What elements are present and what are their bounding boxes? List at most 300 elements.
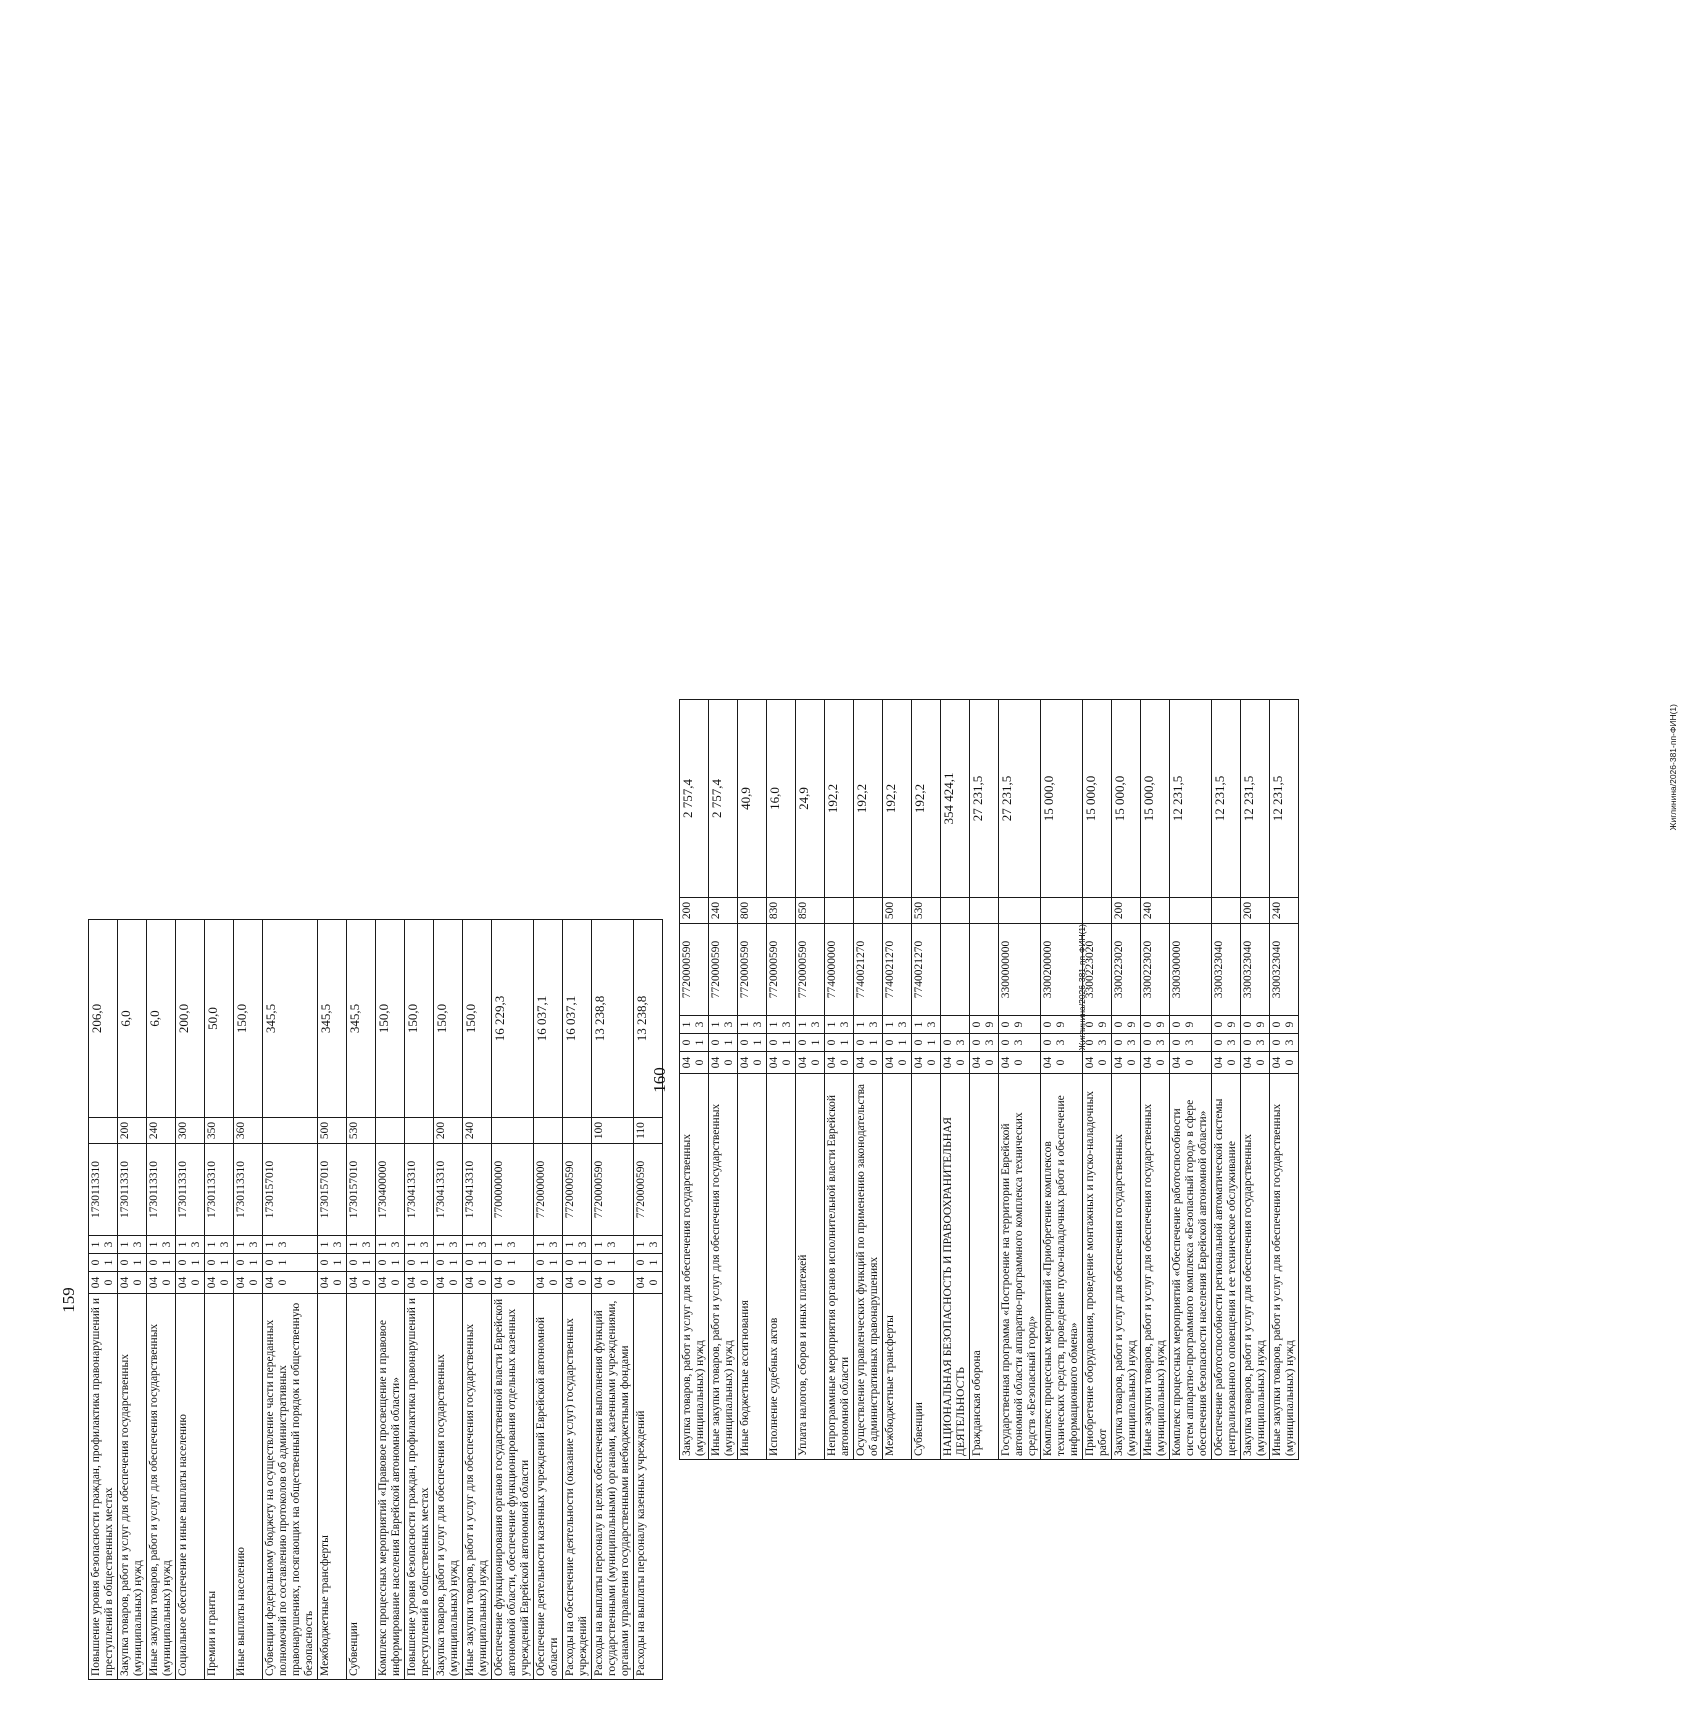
subsection-code-cell: 13 (796, 1016, 825, 1034)
table-row (1141, 700, 1170, 1460)
expense-name-cell: Закупка товаров, работ и услуг для обеспечения государственных (муниципальных) нужд (1112, 1074, 1141, 1460)
table-row (263, 920, 318, 1680)
table-row (347, 920, 376, 1680)
amount-cell: 15 000,0 (1041, 700, 1083, 898)
section-code-cell: 03 (1141, 1034, 1170, 1052)
expense-type-code-cell (534, 1118, 563, 1144)
section-code-cell: 01 (854, 1034, 883, 1052)
table-row (912, 700, 941, 1460)
amount-cell: 24,9 (796, 700, 825, 898)
table-row (592, 920, 634, 1680)
admin-code-cell: 040 (592, 1272, 634, 1294)
expense-type-code-cell (1083, 898, 1112, 924)
table-row (434, 920, 463, 1680)
target-item-code-cell (941, 924, 970, 1016)
admin-code-cell: 040 (376, 1272, 405, 1294)
table-row (534, 920, 563, 1680)
expense-type-code-cell: 200 (1241, 898, 1270, 924)
amount-cell: 13 238,8 (634, 920, 663, 1118)
subsection-code-cell: 13 (912, 1016, 941, 1034)
expense-name-cell: Иные закупки товаров, работ и услуг для обеспечения государственных (муниципальных) нужд (709, 1074, 738, 1460)
subsection-code-cell: 13 (738, 1016, 767, 1034)
expense-type-code-cell (1170, 898, 1212, 924)
page-number: 160 (650, 1067, 669, 1093)
admin-code-cell: 040 (709, 1052, 738, 1074)
subsection-code-cell: 09 (1141, 1016, 1170, 1034)
table-row (205, 920, 234, 1680)
target-item-code-cell: 1730113310 (234, 1144, 263, 1236)
target-item-code-cell: 7720000590 (767, 924, 796, 1016)
amount-cell: 150,0 (376, 920, 405, 1118)
target-item-code-cell: 1730113310 (205, 1144, 234, 1236)
subsection-code-cell: 13 (89, 1236, 118, 1254)
expense-name-cell: Иные закупки товаров, работ и услуг для обеспечения государственных (муниципальных) нужд (147, 1294, 176, 1680)
admin-code-cell: 040 (999, 1052, 1041, 1074)
subsection-code-cell: 13 (434, 1236, 463, 1254)
section-code-cell: 03 (1041, 1034, 1083, 1052)
section-code-cell: 01 (463, 1254, 492, 1272)
section-code-cell: 01 (825, 1034, 854, 1052)
target-item-code-cell: 1730113310 (176, 1144, 205, 1236)
admin-code-cell: 040 (118, 1272, 147, 1294)
subsection-code-cell: 13 (680, 1016, 709, 1034)
amount-cell: 27 231,5 (970, 700, 999, 898)
amount-cell: 206,0 (89, 920, 118, 1118)
subsection-code-cell: 09 (1212, 1016, 1241, 1034)
table-row (825, 700, 854, 1460)
amount-cell: 16 037,1 (563, 920, 592, 1118)
admin-code-cell: 040 (347, 1272, 376, 1294)
expense-type-code-cell (492, 1118, 534, 1144)
target-item-code-cell: 7720000590 (680, 924, 709, 1016)
admin-code-cell: 040 (1112, 1052, 1141, 1074)
amount-cell: 50,0 (205, 920, 234, 1118)
expense-name-cell: Обеспечение функционирования органов государственной власти Еврейской автономной области, обеспечение функционирования отдельных казенных учреждений Еврейской автономной области (492, 1294, 534, 1680)
target-item-code-cell: 3300223020 (1083, 924, 1112, 1016)
admin-code-cell: 040 (405, 1272, 434, 1294)
expense-type-code-cell: 300 (176, 1118, 205, 1144)
expense-type-code-cell (563, 1118, 592, 1144)
subsection-code-cell: 09 (999, 1016, 1041, 1034)
target-item-code-cell: 1730113310 (89, 1144, 118, 1236)
section-code-cell: 01 (796, 1034, 825, 1052)
section-code-cell: 01 (534, 1254, 563, 1272)
expense-type-code-cell: 240 (1270, 898, 1299, 924)
expense-type-code-cell: 800 (738, 898, 767, 924)
amount-cell: 2 757,4 (709, 700, 738, 898)
expense-name-cell: Уплата налогов, сборов и иных платежей (796, 1074, 825, 1460)
expense-type-code-cell (405, 1118, 434, 1144)
subsection-code-cell: 09 (970, 1016, 999, 1034)
table-row (1083, 700, 1112, 1460)
amount-cell: 150,0 (234, 920, 263, 1118)
admin-code-cell: 040 (1041, 1052, 1083, 1074)
section-code-cell: 01 (405, 1254, 434, 1272)
target-item-code-cell: 7720000590 (709, 924, 738, 1016)
expense-name-cell: Гражданская оборона (970, 1074, 999, 1460)
target-item-code-cell: 3300000000 (999, 924, 1041, 1016)
amount-cell: 345,5 (347, 920, 376, 1118)
section-code-cell: 03 (1083, 1034, 1112, 1052)
admin-code-cell: 040 (434, 1272, 463, 1294)
amount-cell: 192,2 (883, 700, 912, 898)
subsection-code-cell: 13 (463, 1236, 492, 1254)
admin-code-cell: 040 (854, 1052, 883, 1074)
admin-code-cell: 040 (534, 1272, 563, 1294)
target-item-code-cell: 7720000590 (634, 1144, 663, 1236)
target-item-code-cell: 3300323040 (1212, 924, 1241, 1016)
section-code-cell: 01 (912, 1034, 941, 1052)
section-code-cell: 01 (376, 1254, 405, 1272)
target-item-code-cell: 3300200000 (1041, 924, 1083, 1016)
target-item-code-cell: 1730400000 (376, 1144, 405, 1236)
target-item-code-cell: 1730113310 (118, 1144, 147, 1236)
expense-type-code-cell: 200 (118, 1118, 147, 1144)
section-code-cell: 01 (89, 1254, 118, 1272)
section-code-cell: 01 (563, 1254, 592, 1272)
target-item-code-cell: 3300323040 (1241, 924, 1270, 1016)
subsection-code-cell: 13 (176, 1236, 205, 1254)
section-code-cell: 01 (176, 1254, 205, 1272)
target-item-code-cell: 1730413310 (434, 1144, 463, 1236)
table-row (1112, 700, 1141, 1460)
amount-cell: 15 000,0 (1141, 700, 1170, 898)
subsection-code-cell: 13 (492, 1236, 534, 1254)
expense-type-code-cell: 200 (1112, 898, 1141, 924)
amount-cell: 12 231,5 (1170, 700, 1212, 898)
target-item-code-cell: 7740000000 (825, 924, 854, 1016)
table-row (376, 920, 405, 1680)
section-code-cell: 01 (434, 1254, 463, 1272)
target-item-code-cell: 7720000590 (563, 1144, 592, 1236)
table-row (999, 700, 1041, 1460)
target-item-code-cell: 3300323040 (1270, 924, 1299, 1016)
admin-code-cell: 040 (563, 1272, 592, 1294)
amount-cell: 16,0 (767, 700, 796, 898)
admin-code-cell: 040 (1212, 1052, 1241, 1074)
amount-cell: 6,0 (118, 920, 147, 1118)
admin-code-cell: 040 (1241, 1052, 1270, 1074)
expense-name-cell: Повышение уровня безопасности граждан, профилактика правонарушений и преступлений в общественных местах (405, 1294, 434, 1680)
admin-code-cell: 040 (89, 1272, 118, 1294)
subsection-code-cell: 13 (883, 1016, 912, 1034)
expense-type-code-cell: 110 (634, 1118, 663, 1144)
amount-cell: 192,2 (854, 700, 883, 898)
expense-name-cell: Приобретение оборудования, проведение монтажных и пуско-наладочных работ (1083, 1074, 1112, 1460)
expense-name-cell: НАЦИОНАЛЬНАЯ БЕЗОПАСНОСТЬ И ПРАВООХРАНИТЕЛЬНАЯ ДЕЯТЕЛЬНОСТЬ (941, 1074, 970, 1460)
amount-cell: 12 231,5 (1241, 700, 1270, 898)
subsection-code-cell: 09 (1241, 1016, 1270, 1034)
table-row (405, 920, 434, 1680)
expense-name-cell: Комплекс процессных мероприятий «Правовое просвещение и правовое информирование населения Еврейской автономной области» (376, 1294, 405, 1680)
expense-type-code-cell (263, 1118, 318, 1144)
section-code-cell: 01 (234, 1254, 263, 1272)
subsection-code-cell: 09 (1041, 1016, 1083, 1034)
expense-type-code-cell: 530 (347, 1118, 376, 1144)
expense-name-cell: Межбюджетные трансферты (318, 1294, 347, 1680)
subsection-code-cell: 09 (1083, 1016, 1112, 1034)
expense-type-code-cell: 240 (1141, 898, 1170, 924)
section-code-cell: 01 (680, 1034, 709, 1052)
target-item-code-cell: 1730413310 (463, 1144, 492, 1236)
expense-name-cell: Премии и гранты (205, 1294, 234, 1680)
table-row (563, 920, 592, 1680)
admin-code-cell: 040 (492, 1272, 534, 1294)
target-item-code-cell: 1730413310 (405, 1144, 434, 1236)
expense-type-code-cell: 360 (234, 1118, 263, 1144)
expense-type-code-cell: 200 (680, 898, 709, 924)
table-row (709, 700, 738, 1460)
expense-name-cell: Субвенции (912, 1074, 941, 1460)
target-item-code-cell: 7740021270 (883, 924, 912, 1016)
subsection-code-cell: 13 (118, 1236, 147, 1254)
target-item-code-cell: 7720000590 (796, 924, 825, 1016)
amount-cell: 12 231,5 (1270, 700, 1299, 898)
admin-code-cell: 040 (1083, 1052, 1112, 1074)
target-item-code-cell (970, 924, 999, 1016)
subsection-code-cell: 13 (634, 1236, 663, 1254)
subsection-code-cell: 09 (1170, 1016, 1212, 1034)
subsection-code-cell: 13 (234, 1236, 263, 1254)
subsection-code-cell: 13 (205, 1236, 234, 1254)
amount-cell: 16 229,3 (492, 920, 534, 1118)
admin-code-cell: 040 (941, 1052, 970, 1074)
expense-name-cell: Обеспечение деятельности казенных учреждений Еврейской автономной области (534, 1294, 563, 1680)
section-code-cell: 03 (999, 1034, 1041, 1052)
admin-code-cell: 040 (234, 1272, 263, 1294)
expense-name-cell: Государственная программа «Построение на территории Еврейской автономной области аппаратно-программного комплекса технических средств «Безопасный город» (999, 1074, 1041, 1460)
table-row (767, 700, 796, 1460)
admin-code-cell: 040 (796, 1052, 825, 1074)
target-item-code-cell: 1730157010 (318, 1144, 347, 1236)
target-item-code-cell: 7740021270 (912, 924, 941, 1016)
target-item-code-cell: 3300223020 (1141, 924, 1170, 1016)
table-row (680, 700, 709, 1460)
expense-name-cell: Закупка товаров, работ и услуг для обеспечения государственных (муниципальных) нужд (1241, 1074, 1270, 1460)
expense-type-code-cell: 850 (796, 898, 825, 924)
amount-cell: 15 000,0 (1083, 700, 1112, 898)
section-code-cell: 01 (634, 1254, 663, 1272)
expense-name-cell: Межбюджетные трансферты (883, 1074, 912, 1460)
table-row (941, 700, 970, 1460)
amount-cell: 192,2 (825, 700, 854, 898)
document-footer: Жиглинина/2026-381-пп-ФИН(1) (1668, 704, 1678, 831)
amount-cell: 16 037,1 (534, 920, 563, 1118)
subsection-code-cell: 13 (592, 1236, 634, 1254)
section-code-cell: 01 (738, 1034, 767, 1052)
amount-cell: 345,5 (263, 920, 318, 1118)
section-code-cell: 03 (970, 1034, 999, 1052)
amount-cell: 12 231,5 (1212, 700, 1241, 898)
section-code-cell: 03 (1170, 1034, 1212, 1052)
table-row (854, 700, 883, 1460)
target-item-code-cell: 7720000590 (592, 1144, 634, 1236)
amount-cell: 354 424,1 (941, 700, 970, 898)
admin-code-cell: 040 (738, 1052, 767, 1074)
target-item-code-cell: 3300300000 (1170, 924, 1212, 1016)
admin-code-cell: 040 (883, 1052, 912, 1074)
expense-name-cell: Закупка товаров, работ и услуг для обеспечения государственных (муниципальных) нужд (118, 1294, 147, 1680)
subsection-code-cell: 13 (825, 1016, 854, 1034)
admin-code-cell: 040 (205, 1272, 234, 1294)
page-160 (645, 700, 1685, 1460)
expense-type-code-cell: 350 (205, 1118, 234, 1144)
target-item-code-cell: 7720000590 (738, 924, 767, 1016)
table-row (492, 920, 534, 1680)
expense-type-code-cell: 500 (318, 1118, 347, 1144)
expense-type-code-cell (376, 1118, 405, 1144)
table-row (1041, 700, 1083, 1460)
budget-table (88, 919, 663, 1680)
subsection-code-cell: 13 (318, 1236, 347, 1254)
target-item-code-cell: 7700000000 (492, 1144, 534, 1236)
target-item-code-cell: 1730157010 (347, 1144, 376, 1236)
expense-name-cell: Расходы на выплаты персоналу казенных учреждений (634, 1294, 663, 1680)
admin-code-cell: 040 (176, 1272, 205, 1294)
section-code-cell: 01 (883, 1034, 912, 1052)
amount-cell: 200,0 (176, 920, 205, 1118)
section-code-cell: 01 (347, 1254, 376, 1272)
section-code-cell: 03 (941, 1034, 970, 1052)
subsection-code-cell: 09 (1270, 1016, 1299, 1034)
section-code-cell: 01 (318, 1254, 347, 1272)
admin-code-cell: 040 (263, 1272, 318, 1294)
subsection-code-cell: 13 (534, 1236, 563, 1254)
table-row (738, 700, 767, 1460)
subsection-code-cell: 13 (347, 1236, 376, 1254)
expense-name-cell: Повышение уровня безопасности граждан, профилактика правонарушений и преступлений в общественных местах (89, 1294, 118, 1680)
section-code-cell: 01 (147, 1254, 176, 1272)
expense-type-code-cell: 100 (592, 1118, 634, 1144)
expense-type-code-cell: 240 (463, 1118, 492, 1144)
subsection-code-cell (941, 1016, 970, 1034)
admin-code-cell: 040 (970, 1052, 999, 1074)
table-row (1241, 700, 1270, 1460)
table-row (234, 920, 263, 1680)
expense-type-code-cell (825, 898, 854, 924)
table-row (147, 920, 176, 1680)
expense-name-cell: Иные выплаты населению (234, 1294, 263, 1680)
expense-type-code-cell: 240 (147, 1118, 176, 1144)
subsection-code-cell: 13 (854, 1016, 883, 1034)
expense-type-code-cell: 530 (912, 898, 941, 924)
amount-cell: 150,0 (434, 920, 463, 1118)
expense-type-code-cell (1041, 898, 1083, 924)
subsection-code-cell: 13 (263, 1236, 318, 1254)
table-row (1270, 700, 1299, 1460)
amount-cell: 13 238,8 (592, 920, 634, 1118)
table-row (318, 920, 347, 1680)
section-code-cell: 03 (1241, 1034, 1270, 1052)
expense-name-cell: Осуществление управленческих функций по применению законодательства об административных правонарушениях (854, 1074, 883, 1460)
expense-name-cell: Иные закупки товаров, работ и услуг для обеспечения государственных (муниципальных) нужд (1141, 1074, 1170, 1460)
expense-name-cell: Комплекс процессных мероприятий «Обеспечение работоспособности систем аппаратно-программного комплекса «Безопасный город» в сфере обеспечения безопасности населения Еврейской автономной области» (1170, 1074, 1212, 1460)
admin-code-cell: 040 (825, 1052, 854, 1074)
admin-code-cell: 040 (463, 1272, 492, 1294)
table-row (883, 700, 912, 1460)
target-item-code-cell: 1730157010 (263, 1144, 318, 1236)
amount-cell: 2 757,4 (680, 700, 709, 898)
expense-type-code-cell (1212, 898, 1241, 924)
expense-type-code-cell (854, 898, 883, 924)
amount-cell: 27 231,5 (999, 700, 1041, 898)
subsection-code-cell: 13 (767, 1016, 796, 1034)
expense-name-cell: Комплекс процессных мероприятий «Приобретение комплексов технических средств, проведение пуско-наладочных работ и обеспечение информационного обмена» (1041, 1074, 1083, 1460)
amount-cell: 15 000,0 (1112, 700, 1141, 898)
table-row (1170, 700, 1212, 1460)
expense-type-code-cell: 240 (709, 898, 738, 924)
section-code-cell: 01 (492, 1254, 534, 1272)
expense-name-cell: Непрограммные мероприятия органов исполнительной власти Еврейской автономной области (825, 1074, 854, 1460)
amount-cell: 6,0 (147, 920, 176, 1118)
expense-type-code-cell: 830 (767, 898, 796, 924)
page-number: 159 (59, 1287, 78, 1313)
subsection-code-cell: 13 (147, 1236, 176, 1254)
budget-table-body (680, 700, 1299, 1460)
table-row (796, 700, 825, 1460)
admin-code-cell: 040 (1170, 1052, 1212, 1074)
admin-code-cell: 040 (147, 1272, 176, 1294)
expense-name-cell: Обеспечение работоспособности региональной автоматической системы централизованного оповещения и ее техническое обслуживание (1212, 1074, 1241, 1460)
admin-code-cell: 040 (1141, 1052, 1170, 1074)
expense-type-code-cell (999, 898, 1041, 924)
subsection-code-cell: 13 (405, 1236, 434, 1254)
table-row (89, 920, 118, 1680)
expense-name-cell: Исполнение судебных актов (767, 1074, 796, 1460)
expense-name-cell: Расходы на выплаты персоналу в целях обеспечения выполнения функций государственными (муниципальными) органами, казенными учреждениями, органами управления государственными внебюджетными фондами (592, 1294, 634, 1680)
expense-name-cell: Иные закупки товаров, работ и услуг для обеспечения государственных (муниципальных) нужд (463, 1294, 492, 1680)
budget-table (679, 699, 1299, 1460)
expense-type-code-cell: 500 (883, 898, 912, 924)
section-code-cell: 03 (1212, 1034, 1241, 1052)
admin-code-cell: 040 (634, 1272, 663, 1294)
expense-type-code-cell (89, 1118, 118, 1144)
amount-cell: 150,0 (463, 920, 492, 1118)
section-code-cell: 01 (118, 1254, 147, 1272)
section-code-cell: 01 (767, 1034, 796, 1052)
subsection-code-cell: 13 (709, 1016, 738, 1034)
admin-code-cell: 040 (912, 1052, 941, 1074)
expense-name-cell: Закупка товаров, работ и услуг для обеспечения государственных (муниципальных) нужд (680, 1074, 709, 1460)
section-code-cell: 01 (205, 1254, 234, 1272)
document-footer: Жиглинина/2026-381-пп-ФИН(1) (1077, 924, 1087, 1051)
admin-code-cell: 040 (767, 1052, 796, 1074)
table-row (118, 920, 147, 1680)
budget-table-body (89, 920, 663, 1680)
amount-cell: 345,5 (318, 920, 347, 1118)
expense-type-code-cell (941, 898, 970, 924)
admin-code-cell: 040 (680, 1052, 709, 1074)
admin-code-cell: 040 (1270, 1052, 1299, 1074)
section-code-cell: 03 (1112, 1034, 1141, 1052)
section-code-cell: 01 (709, 1034, 738, 1052)
expense-name-cell: Закупка товаров, работ и услуг для обеспечения государственных (муниципальных) нужд (434, 1294, 463, 1680)
section-code-cell: 01 (263, 1254, 318, 1272)
subsection-code-cell: 13 (563, 1236, 592, 1254)
subsection-code-cell: 13 (376, 1236, 405, 1254)
subsection-code-cell: 09 (1112, 1016, 1141, 1034)
section-code-cell: 01 (592, 1254, 634, 1272)
expense-name-cell: Социальное обеспечение и иные выплаты населению (176, 1294, 205, 1680)
admin-code-cell: 040 (318, 1272, 347, 1294)
expense-name-cell: Иные закупки товаров, работ и услуг для обеспечения государственных (муниципальных) нужд (1270, 1074, 1299, 1460)
amount-cell: 40,9 (738, 700, 767, 898)
target-item-code-cell: 1730113310 (147, 1144, 176, 1236)
expense-name-cell: Субвенции федеральному бюджету на осуществление части переданных полномочий по составлению протоколов об административных правонарушениях, посягающих на общественный порядок и общественную безопасность (263, 1294, 318, 1680)
section-code-cell: 03 (1270, 1034, 1299, 1052)
table-row (176, 920, 205, 1680)
expense-name-cell: Субвенции (347, 1294, 376, 1680)
